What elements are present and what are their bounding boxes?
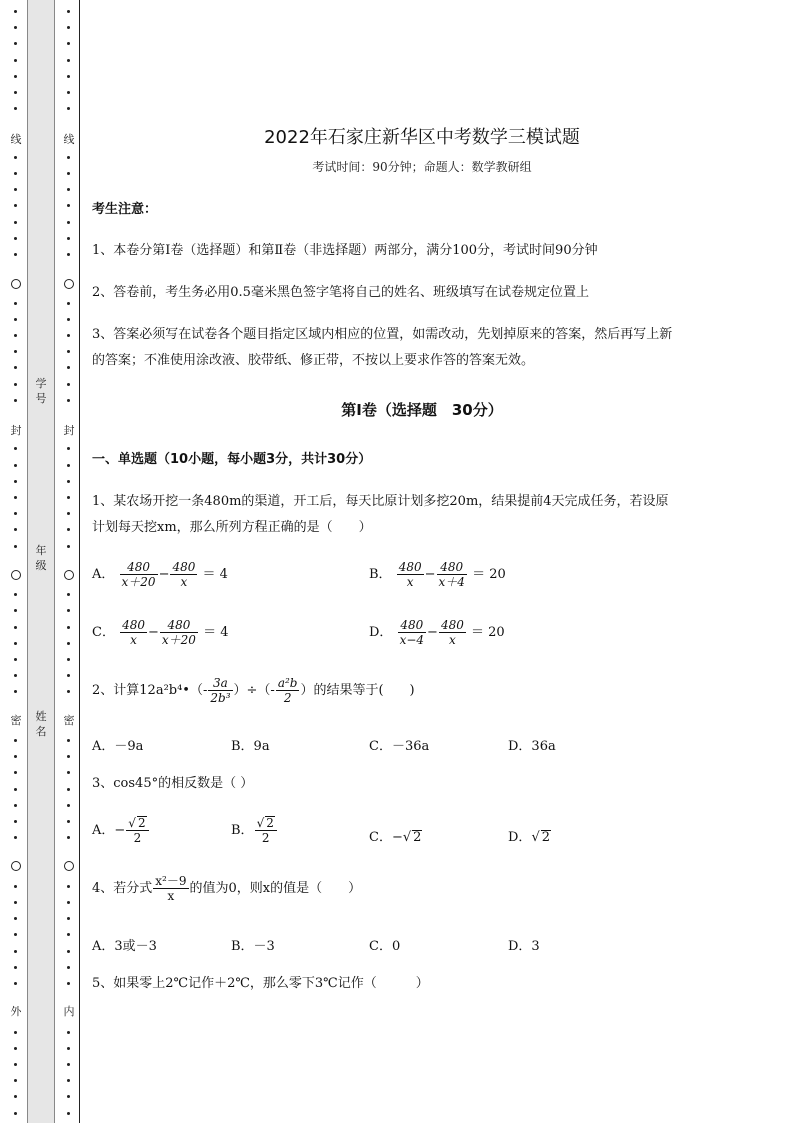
seal-dot <box>67 172 70 175</box>
q3-option-c[interactable]: C．−√ 2 <box>369 830 422 845</box>
seal-dot <box>67 739 70 742</box>
q1-d-den1: x−4 <box>399 633 425 647</box>
seal-dot <box>67 690 70 693</box>
seal-dot <box>14 91 17 94</box>
q1-d-rhs: ＝ 20 <box>471 625 505 640</box>
outer-circle-icon <box>11 570 21 580</box>
seal-dot <box>67 593 70 596</box>
q1-a-label: A． <box>92 567 115 582</box>
binding-line <box>79 0 80 1123</box>
seal-dot <box>14 188 17 191</box>
outer-char-mi: 密 <box>10 714 22 727</box>
seal-dot <box>14 1031 17 1034</box>
seal-dot <box>14 593 17 596</box>
inner-char-xian: 线 <box>63 133 75 146</box>
q1-c-den1: x <box>130 633 137 647</box>
notice-heading: 考生注意： <box>92 202 158 217</box>
seal-dot <box>67 302 70 305</box>
q3-a-sign: − <box>114 823 126 838</box>
seal-dot <box>14 739 17 742</box>
seal-dot <box>14 464 17 467</box>
seal-dot <box>67 204 70 207</box>
seal-dot <box>67 836 70 839</box>
q1-c-num2: 480 <box>160 618 198 633</box>
q1-option-a[interactable] <box>92 560 228 589</box>
seal-dot <box>14 966 17 969</box>
seal-dot <box>14 626 17 629</box>
seal-dot <box>67 350 70 353</box>
seal-dot <box>14 690 17 693</box>
q3-a-rad: 2 <box>137 816 146 830</box>
q3-stem: 3、cos45°的相反数是（ ） <box>92 776 254 791</box>
q1-a-num2: 480 <box>172 560 196 574</box>
outer-seal-column <box>8 0 24 1123</box>
seal-dot <box>14 788 17 791</box>
seal-dot <box>14 609 17 612</box>
seal-dot <box>14 10 17 13</box>
seal-dot <box>14 820 17 823</box>
seal-dot <box>67 399 70 402</box>
seal-dot <box>67 512 70 515</box>
seal-dot <box>67 1112 70 1115</box>
q3-b-label: B． <box>231 823 254 838</box>
seal-dot <box>14 366 17 369</box>
inner-char-nei: 内 <box>63 1005 75 1018</box>
q1-option-b[interactable] <box>369 560 506 589</box>
seal-dot <box>14 1112 17 1115</box>
q1-c-rhs: ＝ 4 <box>203 625 229 640</box>
q2-option-c[interactable]: C．－36a <box>369 739 430 754</box>
q2-option-d[interactable]: D．36a <box>508 739 556 754</box>
q1-option-c[interactable] <box>92 618 229 647</box>
q3-option-b[interactable]: B． $\frac{√ 2}{2}$ <box>231 816 278 845</box>
seal-dot <box>67 626 70 629</box>
q4-prefix: 4、若分式 <box>92 881 153 896</box>
seal-dot <box>67 528 70 531</box>
q2-option-b[interactable]: B．9a <box>231 739 270 754</box>
seal-dot <box>14 496 17 499</box>
seal-dot <box>67 885 70 888</box>
q1-c-op: − <box>148 625 159 640</box>
q5-stem: 5、如果零上2℃记作＋2℃，那么零下3℃记作（ ） <box>92 976 429 991</box>
seal-dot <box>14 885 17 888</box>
q1-c-den2: x＋20 <box>161 633 196 647</box>
seal-dot <box>14 350 17 353</box>
seal-dot <box>14 1079 17 1082</box>
seal-dot <box>67 366 70 369</box>
student-id-text: 学号 <box>35 377 47 405</box>
seal-dot <box>67 480 70 483</box>
seal-dot <box>67 10 70 13</box>
seal-dot <box>14 658 17 661</box>
q2-frac2-den: 2 <box>283 691 292 705</box>
q1-a-den1: x＋20 <box>121 575 156 589</box>
q2-suffix: ）的结果等于( ) <box>300 683 415 698</box>
q4-suffix: 的值为0，则x的值是（ ） <box>189 881 362 896</box>
q2-mid: ）÷（- <box>233 683 275 698</box>
q1-b-den2: x＋4 <box>438 575 465 589</box>
notice-item-1: 1、本卷分第Ⅰ卷（选择题）和第Ⅱ卷（非选择题）两部分，满分100分，考试时间90分钟 <box>92 243 598 258</box>
seal-dot <box>67 59 70 62</box>
outer-circle-icon <box>11 861 21 871</box>
seal-dot <box>14 156 17 159</box>
seal-dot <box>67 1095 70 1098</box>
q4-option-a[interactable]: A．3或－3 <box>92 939 157 954</box>
q1-d-num2: 480 <box>440 618 464 632</box>
seal-dot <box>14 1095 17 1098</box>
inner-seal-column <box>61 0 77 1123</box>
seal-dot <box>67 788 70 791</box>
seal-dot <box>14 334 17 337</box>
seal-dot <box>14 642 17 645</box>
seal-dot <box>67 771 70 774</box>
q3-a-den: 2 <box>133 831 142 845</box>
inner-char-mi: 密 <box>63 714 75 727</box>
exam-title: 2022年石家庄新华区中考数学三模试题 <box>264 127 580 148</box>
seal-dot <box>67 188 70 191</box>
seal-dot <box>67 334 70 337</box>
seal-dot <box>67 1031 70 1034</box>
q3-option-a[interactable]: A．− $\frac{√ 2}{2}$ <box>92 816 150 845</box>
seal-dot <box>14 836 17 839</box>
outer-char-feng: 封 <box>10 424 22 437</box>
outer-char-wai: 外 <box>10 1005 22 1018</box>
q1-d-op: − <box>427 625 438 640</box>
q1-c-label: C． <box>92 625 115 640</box>
q1-b-num2: 480 <box>437 560 467 575</box>
q3-c-label: C．− <box>369 830 403 845</box>
q4-option-d[interactable]: D．3 <box>508 939 540 954</box>
q2-stem <box>92 676 415 705</box>
seal-dot <box>67 318 70 321</box>
part1-title: 第Ⅰ卷（选择题 30分） <box>341 401 503 419</box>
seal-dot <box>67 674 70 677</box>
q1-b-den1: x <box>406 575 414 589</box>
seal-dot <box>14 512 17 515</box>
seal-dot <box>14 172 17 175</box>
seal-dot <box>67 447 70 450</box>
notice-item-3-cont: 的答案；不准使用涂改液、胶带纸、修正带，不按以上要求作答的答案无效。 <box>92 353 535 368</box>
inner-circle-icon <box>64 570 74 580</box>
q1-a-op: − <box>158 567 170 582</box>
seal-dot <box>67 982 70 985</box>
q2-frac2-num: a²b <box>277 676 298 690</box>
seal-dot <box>14 302 17 305</box>
q1-a-rhs: ＝ 4 <box>202 567 228 582</box>
q1-d-den2: x <box>449 633 456 647</box>
q3-option-d[interactable]: D．√ 2 <box>508 830 551 845</box>
seal-dot <box>14 950 17 953</box>
seal-dot <box>14 901 17 904</box>
notice-item-3: 3、答案必须写在试卷各个题目指定区域内相应的位置，如需改动，先划掉原来的答案，然后再写上新 <box>92 327 673 342</box>
seal-dot <box>67 496 70 499</box>
q3-b-den: 2 <box>261 831 270 845</box>
seal-dot <box>14 480 17 483</box>
name-text: 姓名 <box>35 710 47 738</box>
seal-dot <box>14 318 17 321</box>
seal-dot <box>14 204 17 207</box>
seal-dot <box>14 933 17 936</box>
seal-dot <box>67 820 70 823</box>
q3-d-rad: 2 <box>541 830 551 845</box>
q2-frac1-den: 2b³ <box>210 691 231 705</box>
q1-b-num1: 480 <box>398 560 422 574</box>
seal-dot <box>67 1079 70 1082</box>
seal-dot <box>67 91 70 94</box>
seal-dot <box>67 107 70 110</box>
seal-dot <box>67 658 70 661</box>
q4-option-c[interactable]: C．0 <box>369 939 401 954</box>
student-id-label <box>27 376 55 406</box>
q4-num: x²－9 <box>155 874 187 888</box>
exam-subtitle: 考试时间：90分钟；命题人：数学教研组 <box>312 160 532 174</box>
seal-dot <box>14 221 17 224</box>
seal-dot <box>14 107 17 110</box>
seal-dot <box>14 399 17 402</box>
outer-char-xian: 线 <box>10 133 22 146</box>
seal-dot <box>67 950 70 953</box>
q3-b-rad: 2 <box>266 816 274 830</box>
q1-option-d[interactable] <box>369 618 505 647</box>
q2-frac1-num: 3a <box>208 676 232 691</box>
seal-dot <box>67 237 70 240</box>
q3-d-label: D． <box>508 830 532 845</box>
seal-dot <box>14 253 17 256</box>
q1-stem-line1: 1、某农场开挖一条480m的渠道，开工后，每天比原计划多挖20m，结果提前4天完成任务，若设原 <box>92 494 669 509</box>
seal-dot <box>67 755 70 758</box>
seal-dot <box>14 755 17 758</box>
name-label <box>27 709 55 739</box>
q1-a-num1: 480 <box>120 560 158 575</box>
seal-dot <box>67 464 70 467</box>
q2-prefix: 2、计算12a²b⁴•（- <box>92 683 208 698</box>
seal-dot <box>14 804 17 807</box>
seal-dot <box>67 1047 70 1050</box>
seal-dot <box>14 26 17 29</box>
seal-dot <box>14 1047 17 1050</box>
q2-option-a[interactable]: A．－9a <box>92 739 144 754</box>
seal-dot <box>67 804 70 807</box>
seal-dot <box>14 42 17 45</box>
seal-dot <box>67 642 70 645</box>
q3-a-label: A． <box>92 823 115 838</box>
class-text: 年级 <box>35 544 47 572</box>
seal-dot <box>14 545 17 548</box>
seal-dot <box>67 253 70 256</box>
seal-dot <box>67 1063 70 1066</box>
q4-stem <box>92 874 361 903</box>
notice-item-2: 2、答卷前，考生务必用0.5毫米黑色签字笔将自己的姓名、班级填写在试卷规定位置上 <box>92 285 589 300</box>
seal-dot <box>67 42 70 45</box>
q1-b-rhs: ＝ 20 <box>472 567 506 582</box>
q4-den: x <box>167 889 175 903</box>
outer-circle-icon <box>11 279 21 289</box>
seal-dot <box>14 447 17 450</box>
q1-a-den2: x <box>180 575 188 589</box>
class-label <box>27 543 55 573</box>
q3-c-rad: 2 <box>413 830 422 845</box>
seal-dot <box>14 528 17 531</box>
seal-dot <box>67 383 70 386</box>
seal-dot <box>14 383 17 386</box>
seal-dot <box>14 917 17 920</box>
q1-d-label: D． <box>369 625 393 640</box>
q1-c-num1: 480 <box>122 618 145 632</box>
seal-dot <box>67 901 70 904</box>
seal-dot <box>67 26 70 29</box>
q1-stem-line2: 计划每天挖xm，那么所列方程正确的是（ ） <box>92 520 372 535</box>
seal-dot <box>14 982 17 985</box>
seal-dot <box>67 545 70 548</box>
seal-dot <box>14 75 17 78</box>
inner-char-feng: 封 <box>63 424 75 437</box>
seal-dot <box>67 221 70 224</box>
section1-heading: 一、单选题（10小题，每小题3分，共计30分） <box>92 452 372 467</box>
q1-d-num1: 480 <box>398 618 426 633</box>
inner-circle-icon <box>64 861 74 871</box>
seal-dot <box>67 75 70 78</box>
seal-dot <box>14 1063 17 1066</box>
seal-dot <box>67 933 70 936</box>
inner-circle-icon <box>64 279 74 289</box>
q1-b-op: − <box>424 567 436 582</box>
seal-dot <box>67 156 70 159</box>
q4-option-b[interactable]: B．－3 <box>231 939 275 954</box>
seal-dot <box>14 59 17 62</box>
seal-dot <box>67 917 70 920</box>
seal-dot <box>14 771 17 774</box>
q1-b-label: B． <box>369 567 392 582</box>
seal-dot <box>14 674 17 677</box>
seal-dot <box>67 966 70 969</box>
seal-dot <box>67 609 70 612</box>
seal-dot <box>14 237 17 240</box>
